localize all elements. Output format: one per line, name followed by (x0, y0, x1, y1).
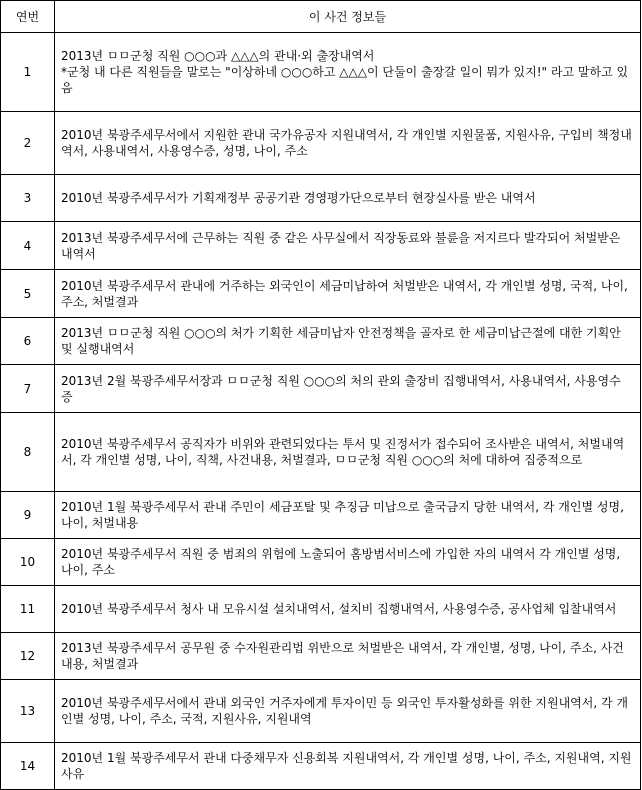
row-number: 5 (1, 270, 55, 318)
header-no: 연번 (1, 1, 55, 33)
info-line: 2010년 북광주세무서 직원 중 범죄의 위험에 노출되어 홈방범서비스에 가입한 자의 내역서 각 개인별 성명, 나이, 주소 (61, 547, 621, 577)
table-row (1, 586, 641, 633)
row-number: 4 (1, 222, 55, 270)
row-number: 10 (1, 539, 55, 586)
info-line: 2010년 북광주세무서 공직자가 비위와 관련되었다는 투서 및 진정서가 접수되어 조사받은 내역서, 처벌내역서, 각 개인별 성명, 나이, 직책, 사건내용, 처벌결과, ㅁㅁ군청 직원 ○○○의 처에 대하여 집중적으로 (61, 437, 625, 467)
row-info (55, 33, 641, 112)
row-info (55, 222, 641, 270)
row-number: 1 (1, 33, 55, 112)
row-number: 13 (1, 680, 55, 743)
row-info (55, 270, 641, 318)
info-line: 2013년 ㅁㅁ군청 직원 ○○○의 처가 기획한 세금미납자 안전정책을 골자로 한 세금미납근절에 대한 기획안 및 실행내역서 (61, 326, 621, 356)
info-line: 2010년 북광주세무서에서 지원한 관내 국가유공자 지원내역서, 각 개인별 지원물품, 지원사유, 구입비 책정내역서, 사용내역서, 사용영수증, 성명, 나이, 주소 (61, 128, 632, 158)
table-body (1, 33, 641, 790)
info-line: 2013년 북광주세무서에 근무하는 직원 중 같은 사무실에서 직장동료와 불륜을 저지르다 발각되어 처벌받은 내역서 (61, 230, 621, 261)
row-info (55, 743, 641, 790)
row-info (55, 365, 641, 413)
info-line: 2013년 ㅁㅁ군청 직원 ○○○과 △△△의 관내·외 출장내역서 (61, 49, 375, 63)
table-row (1, 413, 641, 492)
table-row (1, 270, 641, 318)
row-number: 8 (1, 413, 55, 492)
header-row (1, 1, 641, 33)
row-info (55, 413, 641, 492)
info-line: 2010년 1월 북광주세무서 관내 주민이 세금포탈 및 추징금 미납으로 출국금지 당한 내역서, 각 개인별 성명, 나이, 처벌내용 (61, 500, 624, 530)
info-line: *군청 내 다른 직원들을 말로는 "이상하네 ○○○하고 △△△이 단둘이 출장갈 일이 뭐가 있지!" 라고 말하고 있음 (61, 65, 629, 95)
table-row (1, 539, 641, 586)
row-info (55, 586, 641, 633)
row-number: 6 (1, 318, 55, 365)
header-info: 이 사건 정보들 (55, 1, 641, 33)
row-info (55, 112, 641, 175)
info-line: 2010년 1월 북광주세무서 관내 다중채무자 신용회복 지원내역서, 각 개인별 성명, 나이, 주소, 지원내역, 지원사유 (61, 751, 632, 781)
table-row (1, 492, 641, 539)
row-info (55, 633, 641, 680)
row-info (55, 175, 641, 222)
row-number: 2 (1, 112, 55, 175)
row-info (55, 492, 641, 539)
info-line: 2010년 북광주세무서 관내에 거주하는 외국인이 세금미납하여 처벌받은 내역서, 각 개인별 성명, 국적, 나이, 주소, 처벌결과 (61, 278, 628, 309)
row-number: 7 (1, 365, 55, 413)
table-row (1, 743, 641, 790)
info-line: 2010년 북광주세무서에서 관내 외국인 거주자에게 투자이민 등 외국인 투자활성화를 위한 지원내역서, 각 개인별 성명, 나이, 주소, 국적, 지원사유, 지원내역 (61, 696, 628, 726)
row-number: 12 (1, 633, 55, 680)
row-number: 9 (1, 492, 55, 539)
table-row (1, 633, 641, 680)
row-number: 11 (1, 586, 55, 633)
table-row (1, 222, 641, 270)
row-info (55, 318, 641, 365)
table-row (1, 318, 641, 365)
row-number: 14 (1, 743, 55, 790)
table-row (1, 112, 641, 175)
info-line: 2010년 북광주세무서 청사 내 모유시설 설치내역서, 설치비 집행내역서, 사용영수증, 공사업체 입찰내역서 (61, 602, 617, 616)
info-line: 2013년 북광주세무서 공무원 중 수자원관리법 위반으로 처벌받은 내역서, 각 개인별, 성명, 나이, 주소, 사건내용, 처벌결과 (61, 641, 624, 671)
table-row (1, 33, 641, 112)
info-line: 2010년 북광주세무서가 기획재정부 공공기관 경영평가단으로부터 현장실사를 받은 내역서 (61, 191, 536, 205)
row-number: 3 (1, 175, 55, 222)
table-row (1, 680, 641, 743)
row-info (55, 539, 641, 586)
info-line: 2013년 2월 북광주세무서장과 ㅁㅁ군청 직원 ○○○의 처의 관외 출장비 집행내역서, 사용내역서, 사용영수증 (61, 373, 621, 404)
table-row (1, 175, 641, 222)
row-info (55, 680, 641, 743)
table-row (1, 365, 641, 413)
